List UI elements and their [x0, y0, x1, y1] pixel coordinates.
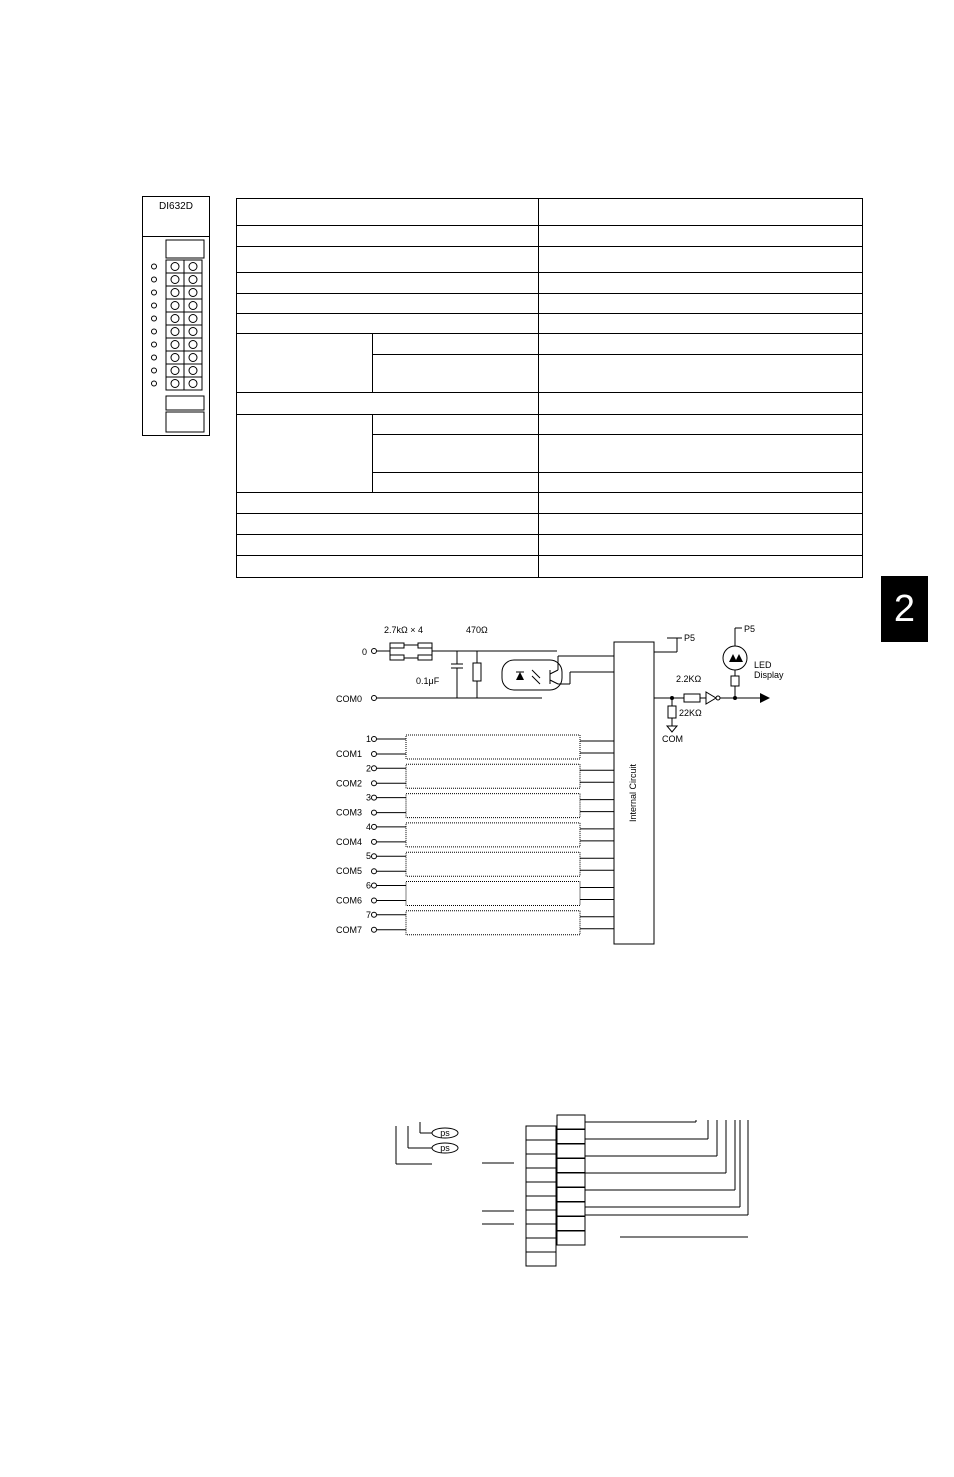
spec-cell [539, 247, 863, 272]
capacitor-label: 0.1μF [416, 676, 440, 686]
bit-cell [526, 1168, 556, 1182]
terminal-screw [166, 325, 184, 338]
module-front-illustration [142, 196, 210, 436]
terminal-screw [184, 377, 202, 390]
terminal-marker [152, 277, 157, 282]
bit-cell [526, 1126, 556, 1140]
com-terminal-label: COM7 [336, 924, 363, 935]
spec-cell [373, 355, 539, 393]
spec-cell [237, 393, 539, 414]
spec-cell [539, 293, 863, 313]
spec-cell [539, 473, 863, 493]
spec-cell [539, 334, 863, 355]
spec-cell [237, 313, 539, 333]
bit-cell [557, 1217, 585, 1231]
bit-cell [526, 1224, 556, 1238]
com-terminal-label: COM5 [336, 866, 363, 877]
terminal-screw [184, 338, 202, 351]
spec-cell [539, 493, 863, 514]
channel-circuit-block [406, 911, 580, 935]
bit-cell [557, 1144, 585, 1158]
terminal-marker [152, 368, 157, 373]
spec-cell [237, 199, 539, 226]
resistor-array-label: 2.7kΩ × 4 [384, 625, 424, 635]
spec-cell [539, 272, 863, 293]
terminal-screw [166, 364, 184, 377]
spec-cell [373, 334, 539, 355]
bit-cell [526, 1182, 556, 1196]
spec-cell [373, 414, 539, 434]
terminal-screw [184, 273, 202, 286]
spec-group-cell [237, 414, 373, 493]
bit-cell [557, 1202, 585, 1216]
terminal-screw [184, 312, 202, 325]
spec-cell [539, 226, 863, 247]
terminal-screw [166, 377, 184, 390]
terminal-screw [184, 325, 202, 338]
spec-cell [539, 313, 863, 333]
bit-cell [526, 1210, 556, 1224]
bit-cell [526, 1196, 556, 1210]
bit-cell [557, 1130, 585, 1144]
input-terminal-label: 4 [366, 821, 372, 832]
spec-cell [539, 393, 863, 414]
led-label-line2: Display [754, 670, 784, 680]
channel-circuit-block [406, 735, 580, 759]
spec-cell [373, 434, 539, 472]
terminal-screw [184, 364, 202, 377]
spec-cell [237, 293, 539, 313]
terminal-marker [152, 381, 157, 386]
p5-right-label: P5 [744, 624, 756, 634]
terminal-marker [152, 316, 157, 321]
terminal-marker [152, 264, 157, 269]
ps-label-2: ps [440, 1143, 450, 1153]
com0-label: COM0 [336, 694, 363, 704]
com-ground-label: COM [662, 734, 683, 744]
bit-cell [526, 1140, 556, 1154]
terminal-screw [166, 286, 184, 299]
input-terminal-label: 1 [366, 734, 372, 744]
spec-group-cell [237, 334, 373, 393]
bit-cell [526, 1252, 556, 1266]
terminal-screw [166, 351, 184, 364]
input-0-label: 0 [362, 647, 368, 657]
internal-circuit-label: Internal Circuit [628, 763, 638, 823]
com-terminal-label: COM1 [336, 749, 363, 759]
bit-cell [526, 1154, 556, 1168]
spec-cell [539, 414, 863, 434]
spec-cell [373, 473, 539, 493]
input-terminal-label: 7 [366, 909, 372, 920]
spec-cell [237, 272, 539, 293]
module-model-label: DI632D [159, 201, 193, 212]
terminal-marker [152, 290, 157, 295]
terminal-screw [166, 299, 184, 312]
com-terminal-label: COM3 [336, 807, 363, 818]
bit-cell [557, 1188, 585, 1202]
led-label-line1: LED [754, 660, 772, 670]
com-terminal-label: COM2 [336, 778, 363, 789]
spec-cell [539, 434, 863, 472]
spec-cell [539, 514, 863, 534]
terminal-marker [152, 355, 157, 360]
channel-circuit-block [406, 823, 580, 847]
bit-cell [557, 1115, 585, 1129]
ps-label-1: ps [440, 1128, 450, 1138]
specification-table [236, 198, 863, 578]
bit-cell [557, 1231, 585, 1245]
chapter-tab: 2 [881, 576, 928, 642]
terminal-marker [152, 303, 157, 308]
terminal-screw [166, 338, 184, 351]
bit-cell [526, 1238, 556, 1252]
terminal-screw [184, 351, 202, 364]
terminal-screw [166, 273, 184, 286]
input-terminal-label: 5 [366, 851, 372, 862]
channel-circuit-block [406, 764, 580, 788]
input-circuit-diagram [332, 618, 792, 948]
spec-cell [539, 199, 863, 226]
com-terminal-label: COM6 [336, 895, 363, 906]
p5-left-label: P5 [684, 633, 696, 643]
channel-circuit-block [406, 882, 580, 906]
spec-cell [237, 493, 539, 514]
spec-cell [237, 555, 539, 577]
spec-cell [237, 247, 539, 272]
input-terminal-label: 6 [366, 880, 372, 891]
resistor-label: 470Ω [466, 625, 488, 635]
r-series-label: 2.2KΩ [676, 674, 702, 684]
terminal-screw [166, 260, 184, 273]
terminal-screw [184, 286, 202, 299]
com-terminal-label: COM4 [336, 836, 363, 847]
spec-cell [237, 534, 539, 555]
bit-assignment-diagram [380, 1112, 760, 1272]
channel-circuit-block [406, 794, 580, 818]
input-terminal-label: 3 [366, 792, 372, 803]
terminal-marker [152, 329, 157, 334]
spec-cell [539, 534, 863, 555]
bit-cell [557, 1173, 585, 1187]
channel-circuit-block [406, 852, 580, 876]
terminal-screw [184, 260, 202, 273]
terminal-screw [166, 312, 184, 325]
spec-cell [539, 555, 863, 577]
bit-cell [557, 1159, 585, 1173]
terminal-marker [152, 342, 157, 347]
r-pulldown-label: 22KΩ [679, 708, 702, 718]
spec-cell [539, 355, 863, 393]
terminal-screw [184, 299, 202, 312]
spec-cell [237, 226, 539, 247]
spec-cell [237, 514, 539, 534]
input-terminal-label: 2 [366, 763, 372, 774]
